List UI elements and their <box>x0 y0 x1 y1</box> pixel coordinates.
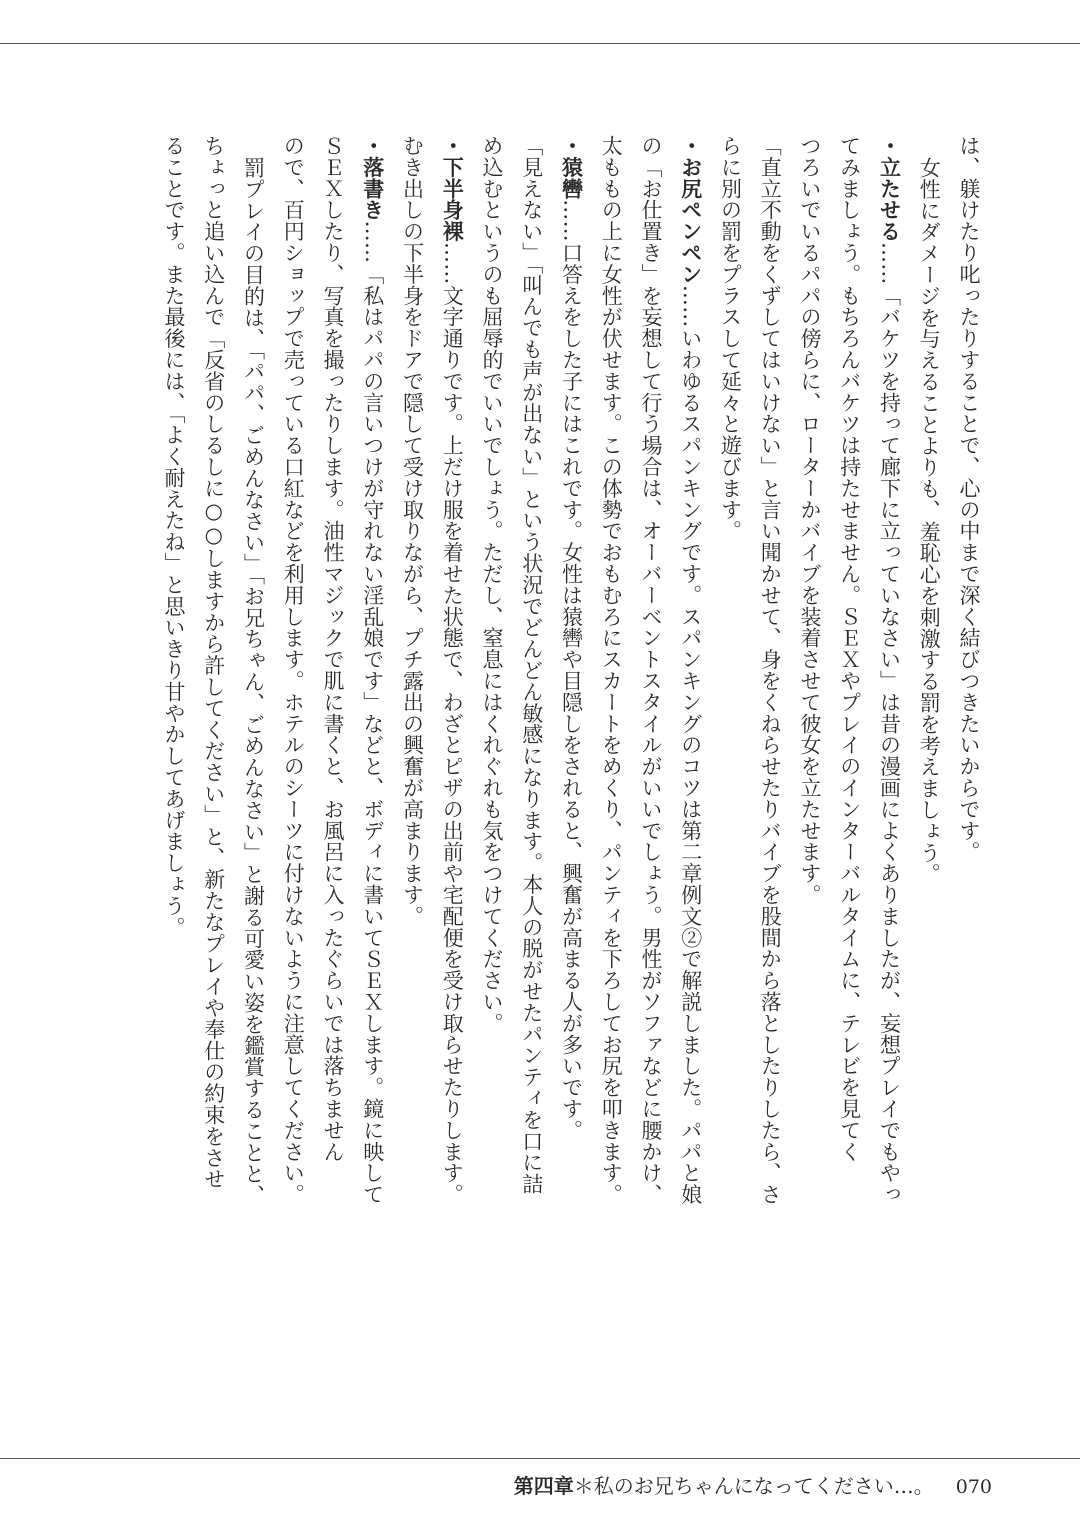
section-heading: ・落書き <box>360 135 385 221</box>
chapter-title: ＊私のお兄ちゃんになってください…。 <box>573 1474 934 1498</box>
column-text: ので、百円ショップで売っている口紅などを利用します。ホテルのシーツに付けないように注意してください。 <box>281 135 306 1205</box>
section-gag <box>551 135 591 1195</box>
text-column <box>153 135 193 1195</box>
text-column <box>392 135 432 1195</box>
text-column <box>233 135 273 1206</box>
section-heading: ・お尻ペンペン <box>678 135 703 285</box>
column-text: ちょっと追い込んで「反省のしるしに○○しますから許してください」と、新たなプレイや奉仕の約束をさせ <box>201 135 226 1190</box>
page-footer <box>514 1470 992 1499</box>
column-text: ……口答えをした子にはこれです。女性は猿轡や目隠しをされると、興奮が高まる人が多いです。 <box>559 199 584 1141</box>
column-text: 罰プレイの目的は、「パパ、ごめんなさい」「お兄ちゃん、ごめんなさい」と謝る可愛い姿を鑑賞することと、 <box>241 157 266 1206</box>
vertical-body-text <box>158 135 988 1206</box>
column-text: は、躾けたり叱ったりすることで、心の中まで深く結びつきたいからです。 <box>957 135 981 863</box>
column-text: ……文字通りです。上だけ服を着せた状態で、わざとピザの出前や宅配便を受け取らせたりします。 <box>440 242 465 1205</box>
running-title <box>514 1470 934 1499</box>
column-text: の「お仕置き」を妄想して行う場合は、オーバーベントスタイルがいいでしょう。男性がソファなどに腰かけ、 <box>639 135 663 1205</box>
column-text: ることです。また最後には、「よく耐えたね」と思いきり甘やかしてあげましょう。 <box>162 135 186 938</box>
text-column <box>273 135 313 1205</box>
section-spanking <box>670 135 710 1206</box>
section-graffiti <box>352 135 392 1206</box>
section-heading: ・猿轡 <box>559 135 584 200</box>
column-text: らに別の罰をプラスして延々と遊びます。 <box>718 135 743 542</box>
text-column <box>630 135 670 1205</box>
column-text: ＳＥＸしたり、写真を撮ったりします。油性マジックで肌に書くと、お風呂に入ったぐらいでは落ちません <box>321 135 345 1163</box>
column-text: 太ももの上に女性が伏せます。この体勢でおもむろにスカートをめくり、パンティを下ろしてお尻を叩きます。 <box>599 135 624 1205</box>
text-column <box>789 135 829 1195</box>
footer-rule <box>0 1458 1080 1459</box>
column-text: ……「私はパパの言いつけが守れない淫乱娘です」などと、ボディに書いてＳＥＸします。鏡に映して <box>360 220 385 1206</box>
chapter-label: 第四章 <box>513 1474 574 1498</box>
text-column <box>312 135 352 1195</box>
section-heading: ・下半身裸 <box>440 135 465 242</box>
text-column <box>710 135 750 1195</box>
text-column <box>511 135 551 1195</box>
section-heading: ・立たせる <box>877 135 902 242</box>
column-text: 「見えない」「叫んでも声が出ない」という状況でどんどん敏感になります。本人の脱がせたパンティを口に詰 <box>519 135 544 1195</box>
column-text: 女性にダメージを与えることよりも、羞恥心を刺激する罰を考えましょう。 <box>917 157 942 885</box>
column-text: ……いわゆるスパンキングです。スパンキングのコツは第二章例文②で解説しました。パパと娘 <box>678 284 703 1206</box>
text-column <box>829 135 869 1195</box>
column-text: てみましょう。もちろんバケツは持たせません。ＳＥＸやプレイのインターバルタイムに、テレビを見てく <box>837 135 862 1163</box>
header-rule <box>0 43 1080 44</box>
column-text: 「直立不動をくずしてはいけない」と言い聞かせて、身をくねらせたりバイブを股間から落としたりしたら、さ <box>758 135 783 1205</box>
column-text: つろいでいるパパの傍らに、ローターかバイブを装着させて彼女を立たせます。 <box>798 135 822 906</box>
column-text: め込むというのも屈辱的でいいでしょう。ただし、窒息にはくれぐれも気をつけてください。 <box>480 135 504 1034</box>
text-column <box>909 135 949 1195</box>
page-number: 070 <box>955 1476 992 1498</box>
text-column <box>948 135 988 1195</box>
section-lower-body <box>432 135 472 1205</box>
text-column <box>471 135 511 1195</box>
text-column <box>193 135 233 1195</box>
text-column <box>591 135 631 1205</box>
section-tatseru <box>869 135 909 1205</box>
column-text: むき出しの下半身をドアで隠して受け取りながら、プチ露出の興奮が高まります。 <box>400 135 425 927</box>
text-column <box>750 135 790 1205</box>
column-text: ……「バケツを持って廊下に立っていなさい」は昔の漫画によくありましたが、妄想プレイでもやっ <box>877 242 902 1205</box>
